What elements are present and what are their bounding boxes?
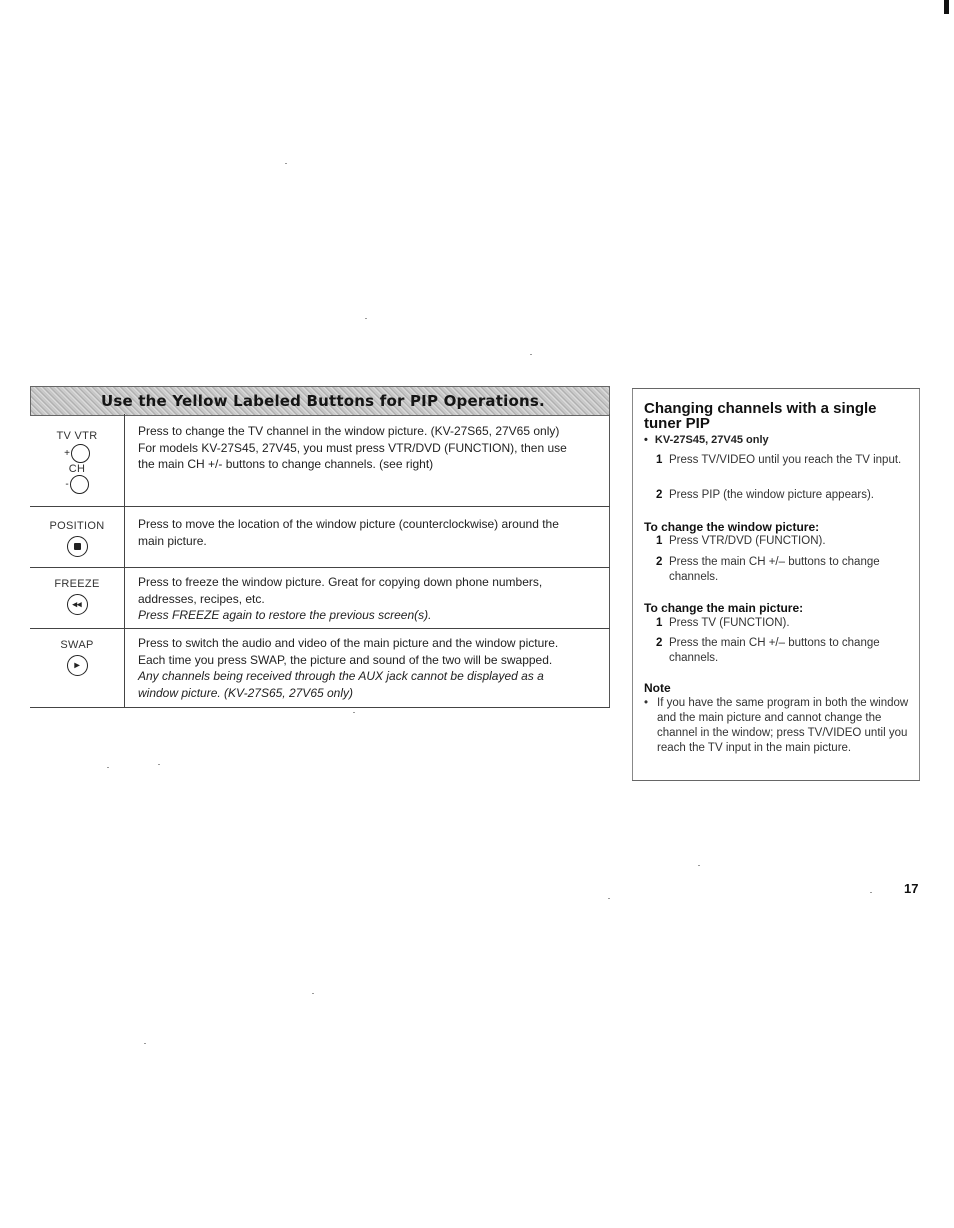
- ch-minus-button: [30, 475, 124, 494]
- model-note: [644, 434, 769, 446]
- scan-speck: [158, 764, 160, 765]
- position-button-icon: [67, 536, 88, 557]
- list-item: [656, 555, 906, 585]
- panel-title: [644, 401, 914, 431]
- desc-line: addresses, recipes, etc.: [138, 591, 265, 606]
- minus-sign: -: [65, 479, 69, 490]
- list-item: [656, 453, 906, 468]
- table-row-position: [30, 507, 610, 568]
- desc-line: Each time you press SWAP, the picture and sound of the two will be swapped.: [138, 652, 553, 667]
- freeze-button-icon: ◂◂: [67, 594, 88, 615]
- desc-italic-line: window picture. (KV-27S65, 27V65 only): [138, 685, 354, 700]
- desc-line: Press to move the location of the window picture (counterclockwise) around the: [138, 517, 559, 531]
- note-text: If you have the same program in both the window and the main picture and cannot change the channel in the window; press TV/VIDEO until you reach the TV input in the main picture.: [657, 697, 909, 754]
- desc-line: Press to switch the audio and video of the main picture and the window picture.: [138, 636, 559, 650]
- step-number: 2: [656, 556, 663, 568]
- button-cell: [30, 520, 124, 557]
- list-item: [656, 534, 906, 549]
- scan-speck: [365, 318, 367, 319]
- plus-sign: +: [64, 448, 70, 459]
- step-text: Press TV/VIDEO until you reach the TV input.: [669, 454, 902, 466]
- step-text: Press VTR/DVD (FUNCTION).: [669, 535, 826, 547]
- step-number: 1: [656, 617, 663, 629]
- bullet: •: [644, 697, 649, 709]
- row-description: [138, 423, 600, 473]
- button-label-swap: SWAP: [60, 639, 94, 651]
- button-cell: [30, 430, 124, 494]
- registration-mark: [944, 0, 949, 14]
- button-cell: [30, 639, 124, 676]
- desc-line: the main CH +/- buttons to change channels. (see right): [138, 457, 434, 471]
- bullet: •: [644, 434, 648, 446]
- button-label-position: POSITION: [49, 520, 105, 532]
- step-text: Press TV (FUNCTION).: [669, 617, 790, 629]
- step-number: 2: [656, 637, 663, 649]
- table-row-freeze: [30, 568, 610, 629]
- window-picture-heading: To change the window picture:: [644, 520, 820, 534]
- step-text: Press the main CH +/– buttons to change channels.: [669, 637, 880, 664]
- desc-line: For models KV-27S45, 27V45, you must press VTR/DVD (FUNCTION), then use: [138, 440, 567, 455]
- step-number: 2: [656, 489, 663, 501]
- list-item: [656, 616, 906, 631]
- page-number: 17: [904, 881, 919, 896]
- panel-right-border: [919, 389, 920, 780]
- button-label-ch: CH: [68, 463, 86, 475]
- step-text: Press the main CH +/– buttons to change channels.: [669, 556, 880, 583]
- pip-buttons-table: [30, 386, 610, 708]
- model-text: KV-27S45, 27V45 only: [654, 434, 769, 446]
- row-description: [138, 635, 600, 701]
- note-heading: Note: [644, 681, 671, 695]
- scan-speck: [608, 898, 610, 899]
- desc-line: Press to change the TV channel in the window picture. (KV-27S65, 27V65 only): [138, 424, 560, 438]
- ch-plus-button: [30, 444, 124, 463]
- desc-italic-line: Press FREEZE again to restore the previous screen(s).: [138, 608, 432, 622]
- desc-line: Press to freeze the window picture. Great for copying down phone numbers,: [138, 575, 543, 589]
- channel-up-icon: [71, 444, 90, 463]
- scan-speck: [144, 1043, 146, 1044]
- scan-speck: [107, 767, 109, 768]
- table-title: Use the Yellow Labeled Buttons for PIP Operations.: [101, 392, 545, 410]
- step-text: Press PIP (the window picture appears).: [669, 489, 874, 501]
- scan-speck: [698, 865, 700, 866]
- list-item: [656, 636, 906, 666]
- swap-button-icon: ▸: [67, 655, 88, 676]
- desc-line: main picture.: [138, 533, 207, 548]
- list-item: [656, 488, 906, 503]
- scan-speck: [312, 993, 314, 994]
- scan-speck: [353, 712, 355, 713]
- main-picture-heading: To change the main picture:: [644, 601, 804, 615]
- table-header: [30, 386, 610, 416]
- row-description: [138, 516, 600, 549]
- step-number: 1: [656, 454, 663, 466]
- panel-title-line: Changing channels with a single: [644, 400, 877, 417]
- single-tuner-pip-panel: [632, 388, 920, 781]
- panel-left-border: [632, 389, 633, 780]
- table-row-swap: [30, 629, 610, 708]
- table-row-tv-vtr: [30, 414, 610, 507]
- note-body: [644, 696, 910, 756]
- panel-title-line: tuner PIP: [644, 415, 710, 432]
- button-label-tv-vtr: TV VTR: [56, 430, 98, 442]
- channel-down-icon: [70, 475, 89, 494]
- step-number: 1: [656, 535, 663, 547]
- scan-speck: [870, 892, 872, 893]
- desc-italic-line: Any channels being received through the AUX jack cannot be displayed as a: [138, 669, 544, 683]
- scan-speck: [530, 354, 532, 355]
- button-cell: [30, 578, 124, 615]
- row-description: [138, 574, 600, 624]
- scan-speck: [285, 163, 287, 164]
- button-label-freeze: FREEZE: [54, 578, 100, 590]
